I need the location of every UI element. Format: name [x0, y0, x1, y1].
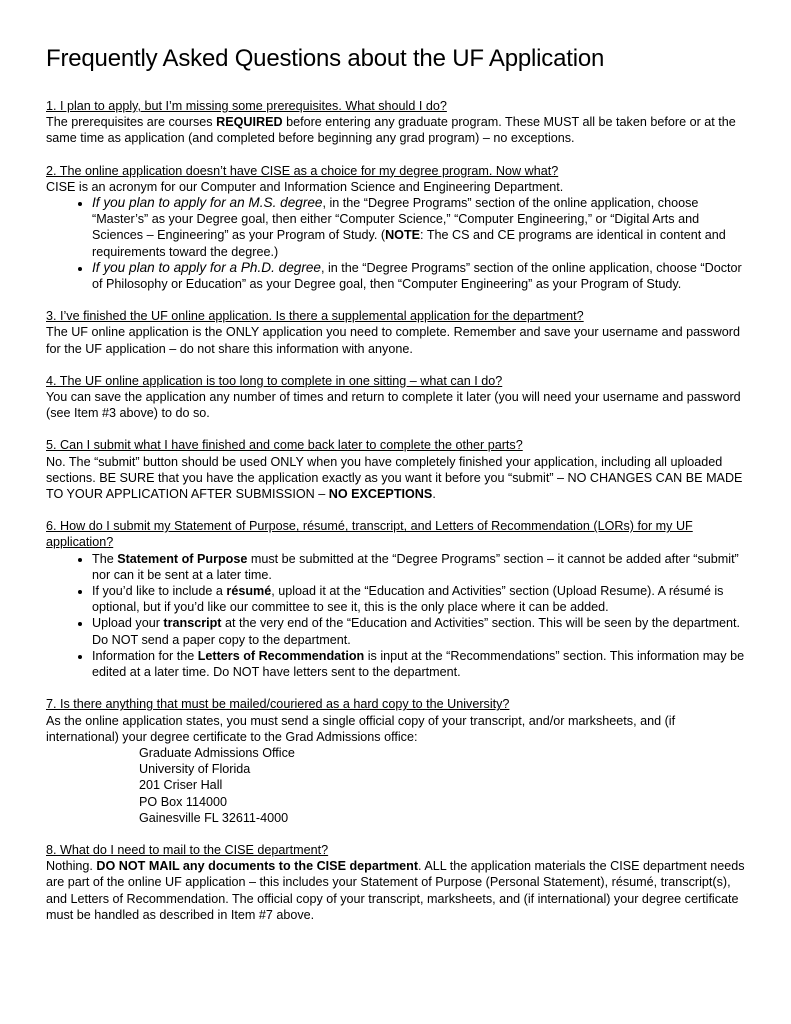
bullet-list [46, 195, 746, 292]
faq-question: 4. The UF online application is too long to complete in one sitting – what can I do? [46, 373, 503, 388]
mailing-address [139, 745, 746, 826]
faq-answer: CISE is an acronym for our Computer and Information Science and Engineering Department. [46, 179, 564, 194]
faq-question: 7. Is there anything that must be mailed/couriered as a hard copy to the University? [46, 697, 510, 712]
list-item: • The Statement of Purpose must be submitted at the “Degree Programs” section – it cannot be added after “submit” nor can it be sent at a later time. [92, 551, 746, 583]
faq-item-2 [46, 163, 746, 293]
page-title: Frequently Asked Questions about the UF Application [46, 45, 605, 72]
faq-question: 1. I plan to apply, but I’m missing some prerequisites. What should I do? [46, 99, 447, 113]
faq-answer: No. The “submit” button should be used ONLY when you have completely finished your application, including all uploaded sections. BE SURE that you have the application exactly as you want it before you “submit” – NO CHANGES CAN BE MADE TO YOUR APPLICATION AFTER SUBMISSION – NO EXCEPTIONS. [46, 454, 743, 502]
faq-item-6 [46, 518, 746, 680]
faq-item-3 [46, 308, 746, 357]
faq-answer: The prerequisites are courses REQUIRED before entering any graduate program. These MUST all be taken before or at the same time as application (and completed before beginning any grad program) – no exceptions. [46, 115, 736, 146]
bullet-list [46, 551, 746, 681]
faq-item-8 [46, 842, 746, 923]
faq-answer: As the online application states, you must send a single official copy of your transcript, and/or marksheets, and (if international) your degree certificate to the Grad Admissions office: [46, 713, 676, 744]
faq-item-1 [46, 98, 746, 147]
faq-question: 3. I’ve finished the UF online application. Is there a supplemental application for the department? [46, 309, 584, 324]
faq-item-4 [46, 373, 746, 422]
faq-answer: Nothing. DO NOT MAIL any documents to the CISE department. ALL the application materials the CISE department needs are part of the online UF application – this includes your Statement of Purpose (Personal Statement), résumé, transcript(s), and Letters of Recommendation. The official copy of your transcript, marksheets, and (if international) your degree certificate must be handled as described in Item #7 above. [46, 859, 745, 922]
list-item: • If you’d like to include a résumé, upload it at the “Education and Activities” section (Upload Resume). A résumé is optional, but if you’d like our committee to see it, this is the only place where it can be added. [92, 583, 746, 615]
faq-question: 8. What do I need to mail to the CISE department? [46, 842, 329, 857]
list-item: • Upload your transcript at the very end of the “Education and Activities” section. This will be seen by the department. Do NOT send a paper copy to the department. [92, 615, 746, 647]
faq-question: 2. The online application doesn’t have CISE as a choice for my degree program. Now what? [46, 163, 559, 178]
faq-answer: You can save the application any number of times and return to complete it later (you will need your username and password (see Item #3 above) to do so. [46, 390, 741, 421]
address-line: 201 Criser Hall [139, 778, 223, 793]
address-line: Graduate Admissions Office [139, 745, 295, 760]
faq-question: 6. How do I submit my Statement of Purpose, résumé, transcript, and Letters of Recommendation (LORs) for my UF application? [46, 519, 693, 550]
faq-question: 5. Can I submit what I have finished and come back later to complete the other parts? [46, 438, 523, 453]
address-line: University of Florida [139, 762, 251, 777]
address-line: Gainesville FL 32611-4000 [139, 810, 289, 825]
list-item: • If you plan to apply for an M.S. degree, in the “Degree Programs” section of the online application, choose “Master’s” as your Degree goal, then either “Computer Science,” “Computer Engineering,” or “Digital Arts and Sciences – Engineering” as your Program of Study. (NOTE: The CS and CE programs are identical in content and requirements toward the degree.) [92, 195, 746, 260]
faq-answer: The UF online application is the ONLY application you need to complete. Remember and save your username and password for the UF application – do not share this information with anyone. [46, 325, 740, 356]
faq-item-7 [46, 696, 746, 826]
document-page [46, 44, 746, 939]
list-item: • If you plan to apply for a Ph.D. degree, in the “Degree Programs” section of the online application, choose “Doctor of Philosophy or Education” as your Degree goal, then “Computer Engineering” as your Program of Study. [92, 260, 746, 292]
faq-item-5 [46, 437, 746, 502]
address-line: PO Box 114000 [139, 794, 227, 809]
list-item: • Information for the Letters of Recommendation is input at the “Recommendations” section. This information may be edited at a later time. Do NOT have letters sent to the department. [92, 648, 746, 680]
